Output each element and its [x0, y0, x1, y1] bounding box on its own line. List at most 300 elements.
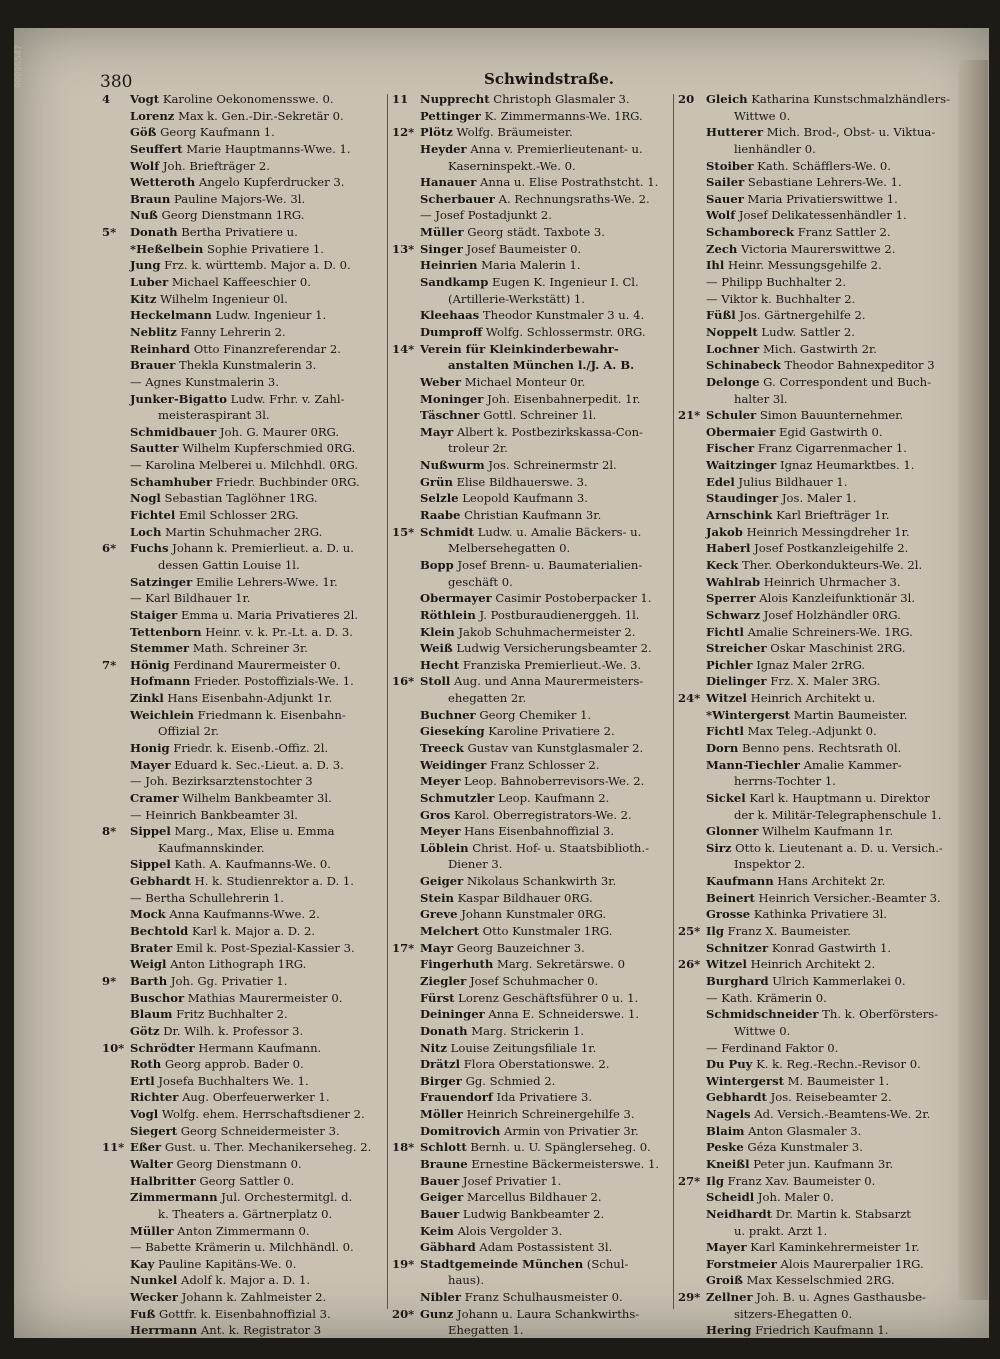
directory-entry	[392, 1206, 672, 1223]
resident-details: Anna E. Schneiderswe. 1.	[488, 1007, 640, 1022]
directory-entry	[102, 1289, 382, 1306]
resident-name: Witzel	[706, 691, 747, 706]
directory-entry	[678, 490, 968, 507]
resident-details: K. Zimmermanns-We. 1RG.	[484, 108, 643, 123]
resident-details: Katharina Kunstschmalzhändlers-	[751, 92, 951, 106]
directory-entry	[392, 341, 672, 358]
house-number: 6*	[102, 541, 117, 556]
directory-entry	[678, 624, 968, 641]
resident-details: Georg Schneidermeister 3.	[180, 1123, 340, 1138]
directory-entry	[392, 624, 672, 641]
resident-name: Tettenborn	[130, 624, 202, 639]
resident-name: Scherbauer	[420, 191, 495, 206]
resident-details: Sebastian Taglöhner 1RG.	[164, 491, 318, 506]
resident-details: Gust. u. Ther. Mechanikerseheg. 2.	[164, 1140, 372, 1155]
resident-name: Braune	[420, 1157, 468, 1171]
resident-name: Weidinger	[420, 757, 487, 772]
resident-name: Müller	[130, 1223, 174, 1238]
directory-entry	[102, 1023, 382, 1040]
resident-details: Heinrich Schreinergehilfe 3.	[466, 1107, 635, 1122]
house-number: 29*	[678, 1290, 701, 1305]
house-number: 12*	[392, 125, 415, 140]
resident-name: *Heßelbein	[130, 241, 204, 256]
directory-entry	[678, 890, 968, 907]
resident-details: Emma u. Maria Privatieres 2l.	[180, 607, 359, 622]
resident-details: Wolfg. Schlossermstr. 0RG.	[485, 324, 646, 339]
resident-name: Grosse	[706, 907, 751, 922]
resident-details: Ludw. Ingenieur 1.	[215, 308, 327, 323]
related-resident: — Ferdinand Faktor 0.	[706, 1040, 839, 1055]
resident-name: Schmidbauer	[130, 424, 217, 439]
resident-name: Brater	[130, 940, 173, 955]
resident-details: Georg Bauzeichner 3.	[456, 940, 585, 955]
directory-entry	[678, 990, 968, 1007]
resident-details: Marg., Max, Elise u. Emma	[174, 824, 335, 839]
resident-details: Julius Bildhauer 1.	[738, 474, 848, 489]
resident-details: Ludw. Sattler 2.	[761, 324, 855, 339]
resident-details: Anna v. Premierlieutenant- u.	[470, 141, 643, 156]
house-number: 21*	[678, 408, 701, 423]
resident-name: Geiger	[420, 874, 464, 889]
resident-details: Franz Schlosser 2.	[490, 757, 600, 772]
resident-details: Thekla Kunstmalerin 3.	[179, 358, 317, 373]
resident-name: Schmidt	[420, 524, 474, 539]
resident-details: Georg approb. Bader 0.	[164, 1057, 304, 1072]
resident-name: Möller	[420, 1107, 463, 1122]
directory-entry	[392, 940, 672, 957]
directory-entry	[678, 1306, 968, 1323]
resident-name: Fichtl	[706, 724, 744, 739]
directory-entry	[392, 574, 672, 591]
resident-details: Friedrich Kaufmann 1.	[755, 1323, 889, 1338]
directory-entry	[678, 341, 968, 358]
resident-details: Maria Privatierswittwe 1.	[747, 191, 898, 206]
resident-name: Fingerhuth	[420, 957, 494, 972]
directory-entry	[392, 474, 672, 491]
directory-entry	[102, 1156, 382, 1173]
resident-name: Jung	[130, 258, 161, 273]
resident-name: Seuffert	[130, 141, 183, 156]
resident-name: Jakob	[706, 524, 743, 539]
directory-entry	[392, 1289, 672, 1306]
resident-details: Ignaz Maler 2rRG.	[756, 657, 866, 672]
directory-entry	[392, 1073, 672, 1090]
resident-details: Anna u. Elise Postrathstcht. 1.	[480, 175, 659, 190]
resident-details: Friedr. Buchbinder 0RG.	[215, 474, 360, 489]
resident-name: Deininger	[420, 1007, 485, 1022]
resident-details: Anton Glasmaler 3.	[748, 1123, 862, 1138]
directory-entry	[678, 707, 968, 724]
resident-name: Streicher	[706, 641, 767, 656]
resident-details: Mich. Brod-, Obst- u. Viktua-	[766, 125, 936, 140]
resident-details: Adolf k. Major a. D. 1.	[180, 1273, 311, 1288]
directory-entry	[392, 657, 672, 674]
directory-entry	[102, 1073, 382, 1090]
resident-name: Schinabeck	[706, 358, 781, 373]
directory-entry	[102, 474, 382, 491]
resident-name: Obermaier	[706, 424, 776, 439]
resident-details: Nikolaus Schankwirth 3r.	[466, 874, 617, 889]
column-divider	[673, 94, 674, 1309]
continuation-line: halter 3l.	[734, 391, 788, 406]
directory-entry	[678, 757, 968, 774]
related-resident: — Bertha Schullehrerin 1.	[130, 890, 284, 905]
resident-name: Sailer	[706, 175, 745, 190]
resident-name: Vogl	[130, 1107, 159, 1122]
resident-name: Sauer	[706, 191, 744, 206]
house-number: 20	[678, 92, 695, 106]
resident-name: Röthlein	[420, 607, 476, 622]
house-number: 20*	[392, 1306, 415, 1321]
continuation-line: Offizial 2r.	[158, 724, 219, 739]
resident-name: Moninger	[420, 391, 484, 406]
directory-entry	[678, 1322, 968, 1338]
resident-name: Hofmann	[130, 674, 191, 689]
resident-details: Johann k. Zahlmeister 2.	[181, 1290, 327, 1305]
directory-entry	[102, 1089, 382, 1106]
resident-name: Hönig	[130, 657, 170, 672]
resident-name: Greve	[420, 907, 458, 922]
resident-details: Josef Holzhändler 0RG.	[763, 607, 901, 622]
resident-name: Donath	[420, 1023, 468, 1038]
directory-entry	[102, 557, 382, 574]
resident-name: Keim	[420, 1223, 454, 1238]
resident-name: Mayer	[706, 1240, 747, 1255]
directory-entry	[102, 507, 382, 524]
resident-name: Gebhardt	[706, 1090, 767, 1105]
resident-details: Hans Architekt 2r.	[777, 874, 886, 889]
directory-entry	[392, 407, 672, 424]
resident-details: Georg städt. Taxbote 3.	[467, 225, 605, 240]
resident-name: Bechtold	[130, 924, 189, 939]
resident-name: Vogt	[130, 92, 160, 106]
resident-name: Brauer	[130, 358, 176, 373]
directory-entry	[102, 540, 382, 557]
directory-entry	[678, 607, 968, 624]
resident-details: Wolfg. Bräumeister.	[456, 125, 573, 140]
directory-entry	[678, 1156, 968, 1173]
directory-entry	[102, 524, 382, 541]
resident-details: Gg. Schmied 2.	[465, 1073, 556, 1088]
resident-name: Mayr	[420, 424, 454, 439]
resident-details: Hans Eisenbahn-Adjunkt 1r.	[167, 691, 333, 706]
resident-name: Gunz	[420, 1306, 454, 1321]
house-number: 8*	[102, 824, 117, 839]
resident-details: Egid Gastwirth 0.	[779, 424, 883, 439]
resident-details: Leopold Kaufmann 3.	[462, 491, 588, 506]
directory-entry	[678, 823, 968, 840]
resident-details: Emil Schlosser 2RG.	[178, 508, 299, 523]
directory-entry	[392, 424, 672, 441]
directory-entry	[102, 1106, 382, 1123]
resident-name: Loch	[130, 524, 162, 539]
resident-details: Christian Kaufmann 3r.	[464, 508, 602, 523]
resident-details: Michael Monteur 0r.	[464, 374, 586, 389]
directory-entry	[102, 207, 382, 224]
directory-entry	[102, 856, 382, 873]
resident-details: Jos. Maler 1.	[781, 491, 857, 506]
directory-entry	[392, 1040, 672, 1057]
resident-name: Mayer	[130, 757, 171, 772]
resident-details: Ludw. u. Amalie Bäckers- u.	[477, 524, 642, 539]
directory-entry	[102, 174, 382, 191]
resident-name: Eßer	[130, 1140, 162, 1155]
resident-name: Fuchs	[130, 541, 169, 556]
directory-entry	[102, 906, 382, 923]
resident-name: Geiger	[420, 1190, 464, 1205]
resident-name: Siegert	[130, 1123, 178, 1138]
directory-entry	[392, 906, 672, 923]
resident-details: Franz Schulhausmeister 0.	[464, 1290, 623, 1305]
directory-entry	[678, 723, 968, 740]
related-resident: — Philipp Buchhalter 2.	[706, 275, 847, 290]
directory-entry	[392, 1123, 672, 1140]
resident-name: Löblein	[420, 840, 469, 855]
resident-name: Schmutzler	[420, 790, 495, 805]
directory-entry	[392, 1056, 672, 1073]
continuation-line: der k. Militär-Telegraphenschule 1.	[734, 807, 942, 822]
resident-name: Kleehaas	[420, 308, 480, 323]
directory-entry	[102, 873, 382, 890]
directory-entry	[678, 1106, 968, 1123]
resident-details: Gustav van Kunstglasmaler 2.	[467, 740, 644, 755]
directory-entry	[392, 1306, 672, 1323]
resident-name: Gäbhard	[420, 1240, 476, 1255]
directory-entry	[392, 890, 672, 907]
house-number: 16*	[392, 674, 415, 689]
resident-name: Kay	[130, 1256, 155, 1271]
resident-name: Nunkel	[130, 1273, 178, 1288]
resident-name: Cramer	[130, 790, 179, 805]
resident-name: Blaim	[706, 1123, 745, 1138]
resident-name: Nogl	[130, 491, 161, 506]
resident-name: Mann-Tiechler	[706, 757, 800, 772]
resident-details: Joh. Briefträger 2.	[162, 158, 270, 173]
resident-name: Weiß	[420, 641, 453, 656]
resident-name: Gebhardt	[130, 874, 191, 889]
directory-entry	[678, 906, 968, 923]
resident-details: Oskar Maschinist 2RG.	[770, 641, 906, 656]
resident-name: Haberl	[706, 541, 751, 556]
resident-details: Karl Briefträger 1r.	[776, 508, 890, 523]
resident-name: Dumproff	[420, 324, 483, 339]
resident-name: Nupprecht	[420, 92, 490, 106]
resident-details: Karl Kaminkehrermeister 1r.	[750, 1240, 920, 1255]
directory-entry	[102, 191, 382, 208]
resident-name: Nitz	[420, 1040, 447, 1055]
resident-name: Groiß	[706, 1273, 743, 1288]
directory-entry	[678, 507, 968, 524]
resident-name: Lorenz	[130, 108, 175, 123]
directory-entry	[102, 141, 382, 158]
directory-entry	[678, 1040, 968, 1057]
resident-name: Stoll	[420, 674, 451, 689]
resident-name: Buschor	[130, 990, 185, 1005]
continuation-line: Ehegatten 1.	[448, 1323, 524, 1338]
related-resident: — Karl Bildhauer 1r.	[130, 591, 251, 606]
house-number: 26*	[678, 957, 701, 972]
resident-details: Ther. Oberkondukteurs-We. 2l.	[741, 557, 923, 572]
resident-name: Plötz	[420, 125, 453, 140]
resident-name: Weber	[420, 374, 462, 389]
house-number: 25*	[678, 924, 701, 939]
resident-details: Karl k. Hauptmann u. Direktor	[749, 790, 930, 805]
directory-entry	[392, 1272, 672, 1289]
directory-entry	[678, 790, 968, 807]
directory-entry	[102, 890, 382, 907]
resident-details: Anton Lithograph 1RG.	[170, 957, 307, 972]
directory-entry	[102, 1040, 382, 1057]
resident-name: Satzinger	[130, 574, 193, 589]
resident-name: Scheidl	[706, 1190, 755, 1205]
resident-name: Täschner	[420, 408, 480, 423]
resident-name: Peske	[706, 1140, 744, 1155]
resident-details: Martin Schuhmacher 2RG.	[165, 524, 323, 539]
resident-name: Dielinger	[706, 674, 767, 689]
directory-entry	[102, 1239, 382, 1256]
directory-entry	[678, 108, 968, 125]
directory-entry	[392, 457, 672, 474]
resident-details: Louise Zeitungsfiliale 1r.	[450, 1040, 597, 1055]
continuation-line: Inspektor 2.	[734, 857, 806, 872]
resident-name: Müller	[420, 225, 464, 240]
resident-details: Otto Kunstmaler 1RG.	[482, 924, 613, 939]
resident-details: Ludwig Versicherungsbeamter 2.	[456, 641, 652, 656]
directory-entry	[392, 207, 672, 224]
resident-details: Josef Privatier 1.	[462, 1173, 562, 1188]
house-number: 17*	[392, 940, 415, 955]
directory-entry	[392, 324, 672, 341]
running-head: Schwindstraße.	[484, 70, 615, 88]
directory-entry	[678, 524, 968, 541]
related-resident: — Josef Postadjunkt 2.	[420, 208, 552, 223]
directory-entry	[392, 540, 672, 557]
directory-entry	[102, 940, 382, 957]
resident-details: Leop. Bahnoberrevisors-We. 2.	[464, 774, 645, 789]
directory-entry	[678, 357, 968, 374]
resident-details: Amalie Kammer-	[803, 757, 902, 772]
resident-name: Staudinger	[706, 491, 779, 506]
directory-entry	[678, 91, 968, 108]
resident-details: Wilhelm Kupferschmied 0RG.	[182, 441, 356, 456]
directory-entry	[678, 407, 968, 424]
directory-entry	[678, 374, 968, 391]
continuation-line: geschäft 0.	[448, 574, 513, 589]
resident-details: Ulrich Kammerlakei 0.	[772, 973, 906, 988]
resident-name: Glonner	[706, 824, 759, 839]
resident-name: Honig	[130, 740, 170, 755]
directory-entry	[678, 457, 968, 474]
resident-name: Reinhard	[130, 341, 191, 356]
resident-details: Max Teleg.-Adjunkt 0.	[747, 724, 877, 739]
directory-entry	[678, 673, 968, 690]
page-number: 380	[100, 72, 133, 92]
resident-details: Wilhelm Bankbeamter 3l.	[182, 790, 332, 805]
directory-entry	[102, 1139, 382, 1156]
directory-entry	[102, 124, 382, 141]
directory-entry	[392, 357, 672, 374]
resident-details: A. Rechnungsraths-We. 2.	[498, 191, 650, 206]
resident-details: Marie Hauptmanns-Wwe. 1.	[186, 141, 351, 156]
directory-entry	[678, 807, 968, 824]
directory-entry	[678, 1123, 968, 1140]
directory-entry	[102, 440, 382, 457]
resident-name: Wecker	[130, 1290, 179, 1305]
resident-name: Wetteroth	[130, 175, 196, 190]
directory-entry	[102, 1006, 382, 1023]
directory-entry	[392, 1223, 672, 1240]
resident-details: Wilhelm Ingenieur 0l.	[160, 291, 288, 306]
resident-name: Sautter	[130, 441, 179, 456]
directory-entry	[392, 923, 672, 940]
resident-name: Göß	[130, 125, 157, 140]
resident-details: Flora Oberstationswe. 2.	[463, 1057, 610, 1072]
continuation-line: lienhändler 0.	[734, 141, 816, 156]
resident-name: Hanauer	[420, 175, 477, 190]
resident-details: Max Kesselschmied 2RG.	[746, 1273, 895, 1288]
house-number: 19*	[392, 1256, 415, 1271]
resident-details: Bertha Privatiere u.	[181, 225, 298, 240]
resident-name: Junker-Bigatto	[130, 391, 227, 406]
resident-name: Zellner	[706, 1290, 753, 1305]
directory-entry	[102, 790, 382, 807]
directory-entry	[678, 540, 968, 557]
continuation-line: Wittwe 0.	[734, 1023, 791, 1038]
resident-name: Heinrien	[420, 258, 478, 273]
resident-name: Nibler	[420, 1290, 461, 1305]
directory-entry	[678, 973, 968, 990]
resident-name: Treeck	[420, 740, 464, 755]
resident-name: Braun	[130, 191, 171, 206]
resident-name: Raabe	[420, 508, 461, 523]
resident-details: Ferdinand Maurermeister 0.	[173, 657, 341, 672]
directory-entry	[102, 457, 382, 474]
resident-details: Josef Baumeister 0.	[466, 241, 582, 256]
resident-details: Leop. Kaufmann 2.	[498, 790, 610, 805]
resident-name: Zimmermann	[130, 1190, 218, 1205]
resident-name: Sippel	[130, 857, 171, 872]
resident-details: Franz Xav. Baumeister 0.	[727, 1173, 876, 1188]
resident-details: Aug. und Anna Maurermeisters-	[453, 674, 644, 689]
directory-entry	[392, 91, 672, 108]
page-edge	[958, 60, 988, 1300]
directory-entry	[102, 1306, 382, 1323]
related-resident: — Agnes Kunstmalerin 3.	[130, 374, 279, 389]
resident-name: Gleich	[706, 92, 748, 106]
directory-entry	[392, 524, 672, 541]
resident-details: Amalie Schreiners-We. 1RG.	[747, 624, 913, 639]
resident-details: Jul. Orchestermitgl. d.	[221, 1190, 353, 1205]
directory-entry	[392, 807, 672, 824]
resident-details: Dr. Martin k. Stabsarzt	[775, 1206, 911, 1221]
resident-details: Heinrich Uhrmacher 3.	[763, 574, 901, 589]
resident-details: Alois Maurerpalier 1RG.	[780, 1256, 924, 1271]
related-resident: — Kath. Krämerin 0.	[706, 990, 827, 1005]
resident-details: Hans Eisenbahnoffizial 3.	[464, 824, 615, 839]
resident-details: Victoria Maurerswittwe 2.	[741, 241, 896, 256]
resident-details: Hermann Kaufmann.	[198, 1040, 322, 1055]
resident-details: Sebastiane Lehrers-We. 1.	[747, 175, 902, 190]
resident-name: Stemmer	[130, 641, 190, 656]
directory-entry	[678, 440, 968, 457]
resident-name: Hutterer	[706, 125, 764, 140]
resident-name: Heyder	[420, 141, 467, 156]
resident-details: Angelo Kupferdrucker 3.	[198, 175, 345, 190]
directory-entry	[102, 307, 382, 324]
directory-entry	[102, 357, 382, 374]
directory-entry	[392, 1106, 672, 1123]
resident-name: Schwarz	[706, 607, 761, 622]
